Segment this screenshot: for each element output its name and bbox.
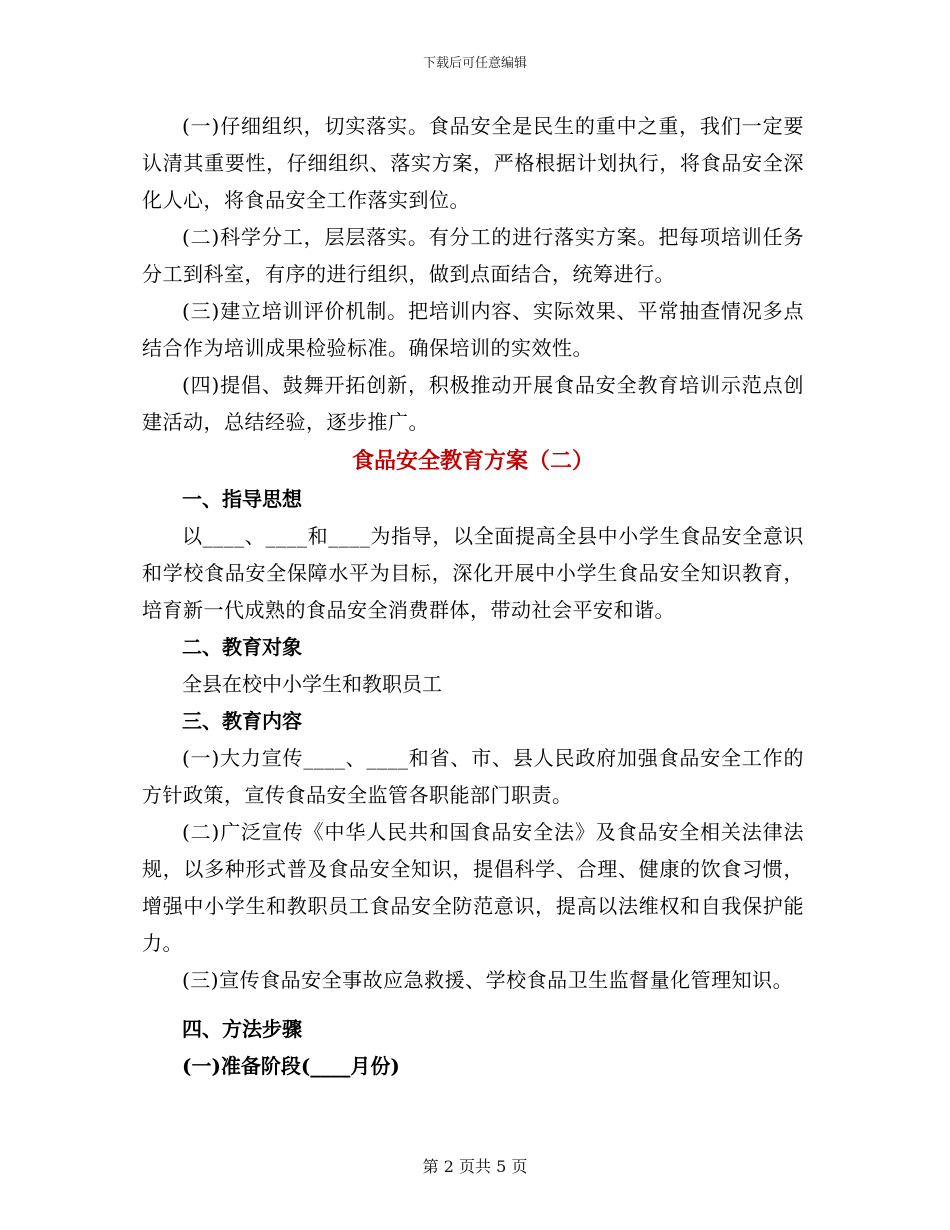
heading-education-content: 三、教育内容 [182, 709, 302, 733]
document-body [142, 108, 804, 1085]
paragraph-innovation: (四)提倡、鼓舞开拓创新，积极推动开展食品安全教育培训示范点创建活动，总结经验，逐步推广。 [142, 373, 804, 434]
paragraph-division: (二)科学分工，层层落实。有分工的进行落实方案。把每项培训任务分工到科室，有序的进行组织，做到点面结合，统筹进行。 [142, 225, 804, 286]
heading-method-steps: 四、方法步骤 [182, 1017, 302, 1041]
paragraph-guiding-thought: 以____、____和____为指导，以全面提高全县中小学生食品安全意识和学校食品安全保障水平为目标，深化开展中小学生食品安全知识教育，培育新一代成熟的食品安全消费群体，带动社会平安和谐。 [142, 524, 804, 622]
page-number-footer: 第 2 页共 5 页 [422, 1157, 528, 1176]
paragraph-content-item-2: (二)广泛宣传《中华人民共和国食品安全法》及食品安全相关法律法规，以多种形式普及食品安全知识，提倡科学、合理、健康的饮食习惯，增强中小学生和教职员工食品安全防范意识，提高以法维权和自我保护能力。 [142, 820, 804, 955]
paragraph-education-target: 全县在校中小学生和教职员工 [182, 672, 442, 696]
heading-preparation-stage: (一)准备阶段(____月份) [182, 1054, 400, 1078]
section-title: 食品安全教育方案（二） [351, 448, 594, 474]
heading-education-target: 二、教育对象 [182, 635, 302, 659]
paragraph-organize: (一)仔细组织，切实落实。食品安全是民生的重中之重，我们一定要认清其重要性，仔细组织、落实方案，严格根据计划执行，将食品安全深化人心，将食品安全工作落实到位。 [142, 114, 804, 212]
paragraph-evaluation: (三)建立培训评价机制。把培训内容、实际效果、平常抽查情况多点结合作为培训成果检验标准。确保培训的实效性。 [142, 299, 804, 360]
heading-guiding-thought: 一、指导思想 [182, 487, 302, 511]
paragraph-content-item-3: (三)宣传食品安全事故应急救援、学校食品卫生监督量化管理知识。 [182, 968, 794, 992]
page-header-note: 下载后可任意编辑 [422, 56, 527, 71]
paragraph-content-item-1: (一)大力宣传____、____和省、市、县人民政府加强食品安全工作的方针政策，宣传食品安全监管各职能部门职责。 [142, 746, 804, 807]
